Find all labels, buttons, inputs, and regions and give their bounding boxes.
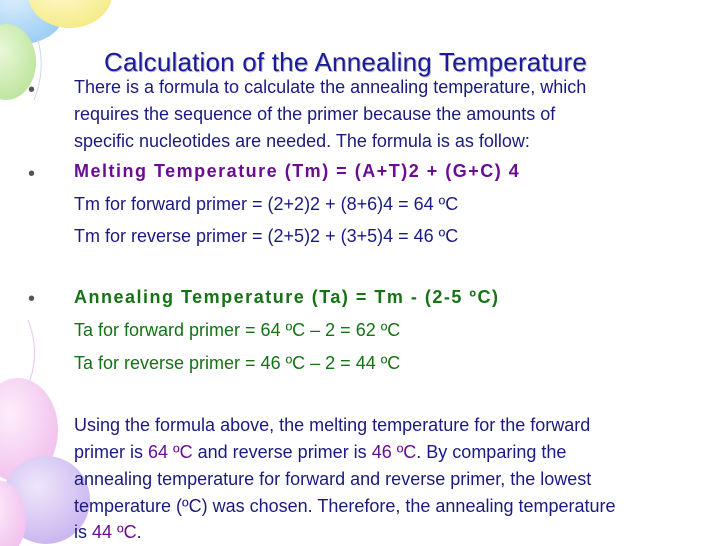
forward-tm-value: 64 ºC <box>148 442 193 462</box>
conclusion-text: primer is <box>74 442 149 462</box>
conclusion-text: . By comparing the <box>416 442 567 462</box>
ta-forward: Ta for forward primer = 64 ºC – 2 = 62 ºC <box>74 320 401 340</box>
conclusion-text: . <box>136 522 142 542</box>
annealing-formula: Annealing Temperature (Ta) = Tm - (2-5 ºC) <box>74 287 500 307</box>
conclusion-text: is <box>74 522 92 542</box>
bullet-icon: • <box>28 79 36 101</box>
conclusion-line-3: annealing temperature for forward and reverse primer, the lowest <box>74 469 592 489</box>
conclusion-line-5 <box>74 522 142 543</box>
conclusion-line-1: Using the formula above, the melting temperature for the forward <box>74 415 591 435</box>
tm-forward: Tm for forward primer = (2+2)2 + (8+6)4 = 64 ºC <box>74 194 459 214</box>
conclusion-line-4: temperature (ºC) was chosen. Therefore, the annealing temperature <box>74 496 616 516</box>
melting-formula: Melting Temperature (Tm) = (A+T)2 + (G+C) 4 <box>74 161 521 181</box>
slide-title: Calculation of the Annealing Temperature <box>104 47 588 77</box>
bullet-icon: • <box>28 288 36 310</box>
intro-line-2: requires the sequence of the primer because the amounts of <box>74 104 556 124</box>
intro-line-1: There is a formula to calculate the annealing temperature, which <box>74 77 587 97</box>
reverse-tm-value: 46 ºC <box>371 442 417 462</box>
tm-reverse: Tm for reverse primer = (2+5)2 + (3+5)4 = 46 ºC <box>74 226 459 246</box>
annealing-result-value: 44 ºC <box>92 522 137 542</box>
bullet-icon: • <box>28 163 36 185</box>
conclusion-text: and reverse primer is <box>192 442 372 462</box>
ta-reverse: Ta for reverse primer = 46 ºC – 2 = 44 ºC <box>74 353 401 373</box>
conclusion-line-2 <box>74 442 566 463</box>
intro-line-3: specific nucleotides are needed. The formula is as follow: <box>74 131 530 151</box>
